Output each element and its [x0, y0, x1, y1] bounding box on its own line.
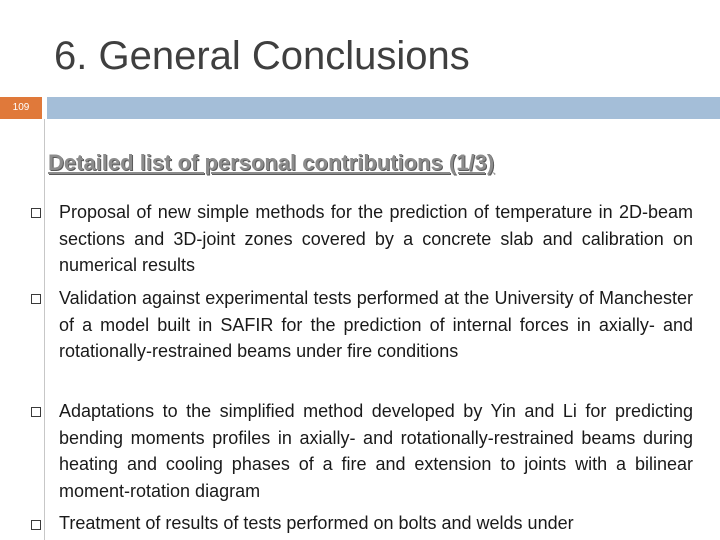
bullet-square-icon — [31, 407, 41, 417]
slide-title: 6. General Conclusions — [54, 34, 470, 78]
bullet-square-icon — [31, 294, 41, 304]
bullet-item: Adaptations to the simplified method developed by Yin and Li for predicting bending moments profiles in axially- and rotationally-restrained beams during heating and cooling phases of a fire and extension to joints with a bilinear moment-rotation diagram — [59, 401, 693, 501]
section-subtitle: Detailed list of personal contributions (1/3) — [48, 150, 495, 175]
bullet-item: Treatment of results of tests performed on bolts and welds under — [59, 513, 574, 533]
bullet-item: Validation against experimental tests performed at the University of Manchester of a model built in SAFIR for the prediction of internal forces in axially- and rotationally-restrained beams under fire conditions — [59, 288, 693, 361]
page-number-badge: 109 — [0, 97, 42, 119]
bullet-square-icon — [31, 208, 41, 218]
bullet-square-icon — [31, 520, 41, 530]
bullet-item: Proposal of new simple methods for the prediction of temperature in 2D-beam sections and 3D-joint zones covered by a concrete slab and calibration on numerical results — [59, 202, 693, 275]
